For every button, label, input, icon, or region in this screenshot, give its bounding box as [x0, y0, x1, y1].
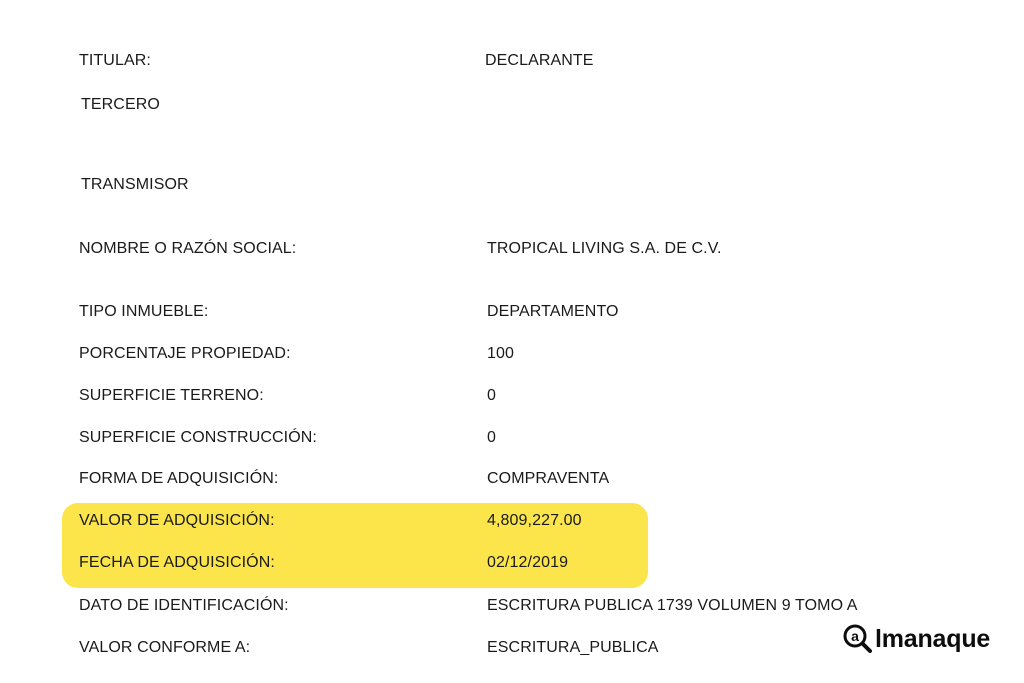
field-value-dato-identificacion: ESCRITURA PUBLICA 1739 VOLUMEN 9 TOMO A — [487, 597, 858, 614]
field-label-tercero: TERCERO — [81, 96, 160, 113]
field-label-transmisor: TRANSMISOR — [81, 176, 189, 193]
field-label-tipo-inmueble: TIPO INMUEBLE: — [79, 303, 209, 320]
svg-text:a: a — [851, 628, 859, 644]
field-value-fecha-adquisicion: 02/12/2019 — [487, 554, 569, 571]
field-label-forma-adquisicion: FORMA DE ADQUISICIÓN: — [79, 470, 279, 487]
field-value-superficie-terreno: 0 — [487, 387, 496, 404]
field-value-valor-conforme: ESCRITURA_PUBLICA — [487, 639, 659, 656]
brand-logo — [842, 622, 990, 656]
field-value-tipo-inmueble: DEPARTAMENTO — [487, 303, 619, 320]
field-label-valor-adquisicion: VALOR DE ADQUISICIÓN: — [79, 512, 275, 529]
field-label-valor-conforme: VALOR CONFORME A: — [79, 639, 251, 656]
field-value-valor-adquisicion: 4,809,227.00 — [487, 512, 582, 529]
field-value-porcentaje: 100 — [487, 345, 514, 362]
field-label-titular: TITULAR: — [79, 52, 151, 69]
field-value-titular: DECLARANTE — [485, 52, 594, 69]
field-value-nombre: TROPICAL LIVING S.A. DE C.V. — [487, 240, 722, 257]
field-label-fecha-adquisicion: FECHA DE ADQUISICIÓN: — [79, 554, 275, 571]
field-label-superficie-construccion: SUPERFICIE CONSTRUCCIÓN: — [79, 429, 317, 446]
field-label-porcentaje: PORCENTAJE PROPIEDAD: — [79, 345, 291, 362]
field-label-dato-identificacion: DATO DE IDENTIFICACIÓN: — [79, 597, 289, 614]
magnifier-a-icon — [842, 623, 874, 655]
brand-text: lmanaque — [875, 625, 991, 653]
field-label-nombre: NOMBRE O RAZÓN SOCIAL: — [79, 240, 297, 257]
field-value-superficie-construccion: 0 — [487, 429, 496, 446]
field-label-superficie-terreno: SUPERFICIE TERRENO: — [79, 387, 264, 404]
field-value-forma-adquisicion: COMPRAVENTA — [487, 470, 610, 487]
